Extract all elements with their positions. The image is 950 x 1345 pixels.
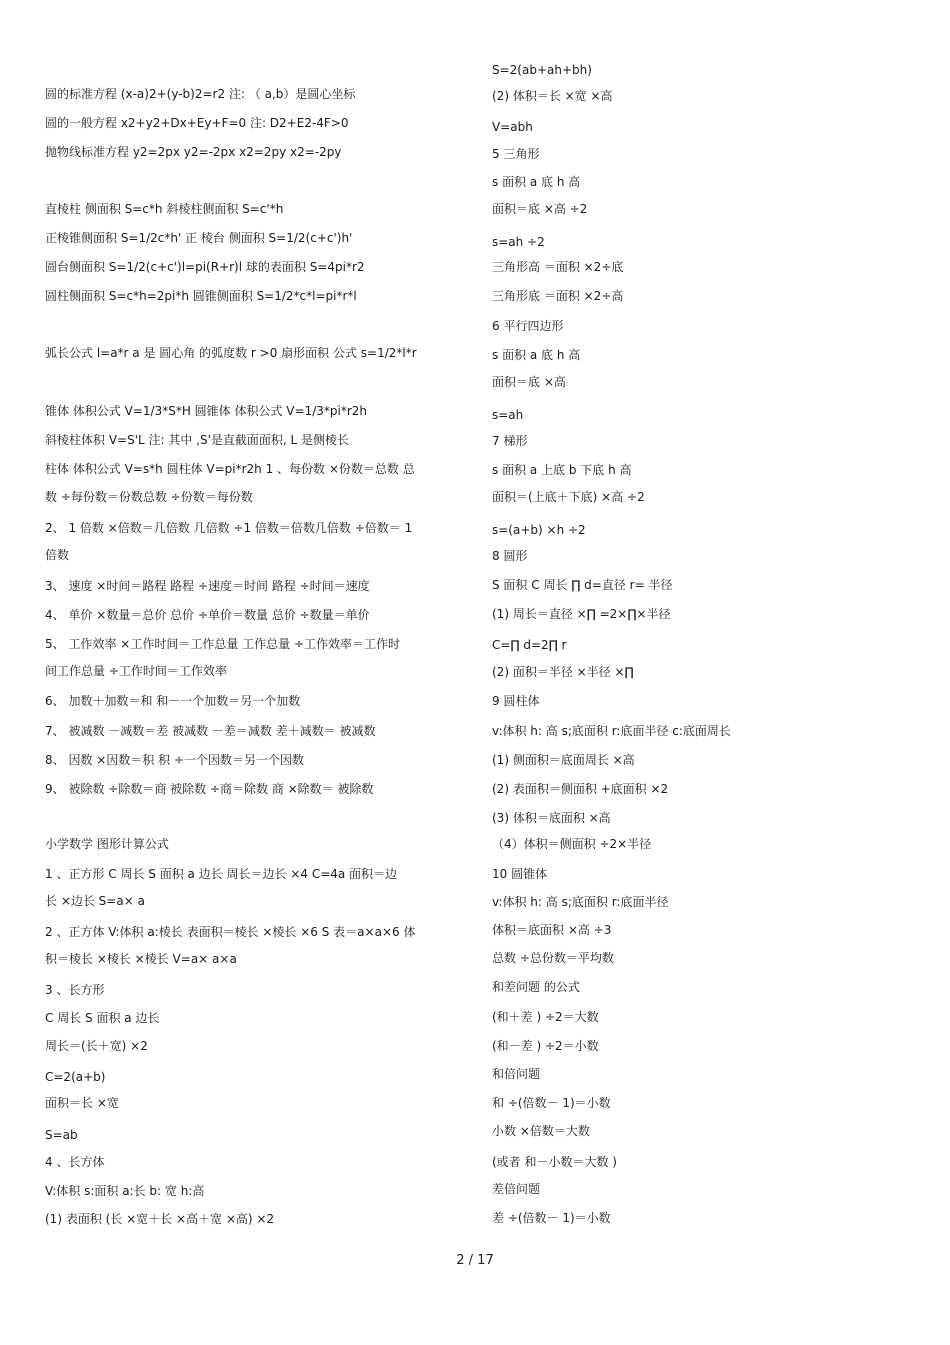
text-line: 圆柱侧面积 S=c*h=2pi*h 圆锥侧面积 S=1/2*c*l=pi*r*l xyxy=(45,289,357,303)
text-line: 总数 ÷总份数＝平均数 xyxy=(492,951,614,965)
text-line: (1) 侧面积＝底面周长 ×高 xyxy=(492,753,635,767)
text-line: (或者 和－小数＝大数 ) xyxy=(492,1155,617,1169)
text-line: 柱体 体积公式 V=s*h 圆柱体 V=pi*r2h 1 、每份数 ×份数＝总数 总 xyxy=(45,462,415,476)
page-number: 2 / 17 xyxy=(456,1253,494,1268)
text-line: 长 ×边长 S=a× a xyxy=(45,894,145,908)
text-line: 圆的标准方程 (x-a)2+(y-b)2=r2 注: （ a,b）是圆心坐标 xyxy=(45,87,356,101)
text-line: 3、 速度 ×时间＝路程 路程 ÷速度＝时间 路程 ÷时间＝速度 xyxy=(45,579,370,593)
section-heading: 7 梯形 xyxy=(492,434,528,448)
text-line: s 面积 a 上底 b 下底 h 高 xyxy=(492,463,632,477)
text-line: （4）体积＝侧面积 ÷2×半径 xyxy=(492,837,652,851)
text-line: 4、 单价 ×数量＝总价 总价 ÷单价＝数量 总价 ÷数量＝单价 xyxy=(45,608,370,622)
text-line: 3 、长方形 xyxy=(45,983,105,997)
text-line: V=abh xyxy=(492,120,533,134)
text-line: 9、 被除数 ÷除数＝商 被除数 ÷商＝除数 商 ×除数＝ 被除数 xyxy=(45,782,374,796)
text-line: s=(a+b) ×h ÷2 xyxy=(492,523,586,537)
text-line: s=ah xyxy=(492,408,524,422)
text-line: 2、 1 倍数 ×倍数＝几倍数 几倍数 ÷1 倍数＝倍数几倍数 ÷倍数＝ 1 xyxy=(45,521,413,535)
text-line: C=2(a+b) xyxy=(45,1070,106,1084)
section-heading: 和差问题 的公式 xyxy=(492,980,580,994)
section-heading: 9 圆柱体 xyxy=(492,694,540,708)
section-heading: 10 圆锥体 xyxy=(492,867,548,881)
text-line: 三角形底 ＝面积 ×2÷高 xyxy=(492,289,624,303)
text-line: 斜棱柱体积 V=S'L 注: 其中 ,S'是直截面面积, L 是侧棱长 xyxy=(45,433,350,447)
text-line: (1) 表面积 (长 ×宽＋长 ×高＋宽 ×高) ×2 xyxy=(45,1212,275,1226)
section-heading: 8 圆形 xyxy=(492,549,528,563)
text-line: 6、 加数＋加数＝和 和－一个加数＝另一个加数 xyxy=(45,694,301,708)
text-line: s 面积 a 底 h 高 xyxy=(492,348,581,362)
text-line: 倍数 xyxy=(45,548,70,562)
text-line: 面积＝长 ×宽 xyxy=(45,1096,119,1110)
text-line: 2 、正方体 V:体积 a:棱长 表面积＝棱长 ×棱长 ×6 S 表＝a×a×6 体 xyxy=(45,925,416,939)
text-line: (1) 周长＝直径 ×∏ =2×∏×半径 xyxy=(492,607,671,621)
text-line: 小数 ×倍数＝大数 xyxy=(492,1124,590,1138)
text-line: C 周长 S 面积 a 边长 xyxy=(45,1011,160,1025)
text-line: 7、 被减数 －减数＝差 被减数 －差＝减数 差＋减数＝ 被减数 xyxy=(45,724,376,738)
text-line: 锥体 体积公式 V=1/3*S*H 圆锥体 体积公式 V=1/3*pi*r2h xyxy=(45,404,367,418)
text-line: 1 、正方形 C 周长 S 面积 a 边长 周长＝边长 ×4 C=4a 面积＝边 xyxy=(45,867,398,881)
text-line: 抛物线标准方程 y2=2px y2=-2px x2=2py x2=-2py xyxy=(45,145,342,159)
text-line: s 面积 a 底 h 高 xyxy=(492,175,581,189)
text-line: 4 、长方体 xyxy=(45,1155,105,1169)
text-line: 差 ÷(倍数－ 1)＝小数 xyxy=(492,1211,611,1225)
text-line: 体积＝底面积 ×高 ÷3 xyxy=(492,923,612,937)
text-line: v:体积 h: 高 s;底面积 r:底面半径 c:底面周长 xyxy=(492,724,731,738)
text-line: 圆的一般方程 x2+y2+Dx+Ey+F=0 注: D2+E2-4F>0 xyxy=(45,116,349,130)
text-line: S=2(ab+ah+bh) xyxy=(492,63,592,77)
section-heading: 5 三角形 xyxy=(492,147,540,161)
text-line: 5、 工作效率 ×工作时间＝工作总量 工作总量 ÷工作效率＝工作时 xyxy=(45,637,401,651)
text-line: (2) 体积＝长 ×宽 ×高 xyxy=(492,89,613,103)
text-line: 正棱锥侧面积 S=1/2c*h' 正 棱台 侧面积 S=1/2(c+c')h' xyxy=(45,231,353,245)
text-line: 数 ÷每份数＝份数总数 ÷份数＝每份数 xyxy=(45,490,253,504)
text-line: (和＋差 ) ÷2＝大数 xyxy=(492,1010,599,1024)
text-line: C=∏ d=2∏ r xyxy=(492,638,567,652)
text-line: 周长＝(长＋宽) ×2 xyxy=(45,1039,148,1053)
text-line: S=ab xyxy=(45,1128,78,1142)
text-line: (2) 表面积＝侧面积 +底面积 ×2 xyxy=(492,782,669,796)
text-line: v:体积 h: 高 s;底面积 r:底面半径 xyxy=(492,895,669,909)
text-line: 弧长公式 l=a*r a 是 圆心角 的弧度数 r >0 扇形面积 公式 s=1/2*l*r xyxy=(45,346,417,360)
text-line: s=ah ÷2 xyxy=(492,235,545,249)
text-line: 积＝棱长 ×棱长 ×棱长 V=a× a×a xyxy=(45,952,237,966)
text-line: (2) 面积＝半径 ×半径 ×∏ xyxy=(492,665,634,679)
text-line: 圆台侧面积 S=1/2(c+c')l=pi(R+r)l 球的表面积 S=4pi*r2 xyxy=(45,260,365,274)
text-line: 面积＝底 ×高 ÷2 xyxy=(492,202,588,216)
text-line: 面积＝(上底＋下底) ×高 ÷2 xyxy=(492,490,645,504)
text-line: 间工作总量 ÷工作时间＝工作效率 xyxy=(45,664,227,678)
section-heading: 6 平行四边形 xyxy=(492,319,564,333)
text-line: 和 ÷(倍数－ 1)＝小数 xyxy=(492,1096,611,1110)
text-line: (3) 体积＝底面积 ×高 xyxy=(492,811,611,825)
text-line: 直棱柱 侧面积 S=c*h 斜棱柱侧面积 S=c'*h xyxy=(45,202,284,216)
text-line: V:体积 s:面积 a:长 b: 宽 h:高 xyxy=(45,1184,205,1198)
text-line: S 面积 C 周长 ∏ d=直径 r= 半径 xyxy=(492,578,673,592)
section-heading: 和倍问题 xyxy=(492,1067,541,1081)
text-line: 三角形高 ＝面积 ×2÷底 xyxy=(492,260,624,274)
section-heading: 小学数学 图形计算公式 xyxy=(45,837,169,851)
text-line: (和－差 ) ÷2＝小数 xyxy=(492,1039,599,1053)
text-line: 面积＝底 ×高 xyxy=(492,375,566,389)
section-heading: 差倍问题 xyxy=(492,1182,541,1196)
text-line: 8、 因数 ×因数＝积 积 ÷一个因数＝另一个因数 xyxy=(45,753,305,767)
